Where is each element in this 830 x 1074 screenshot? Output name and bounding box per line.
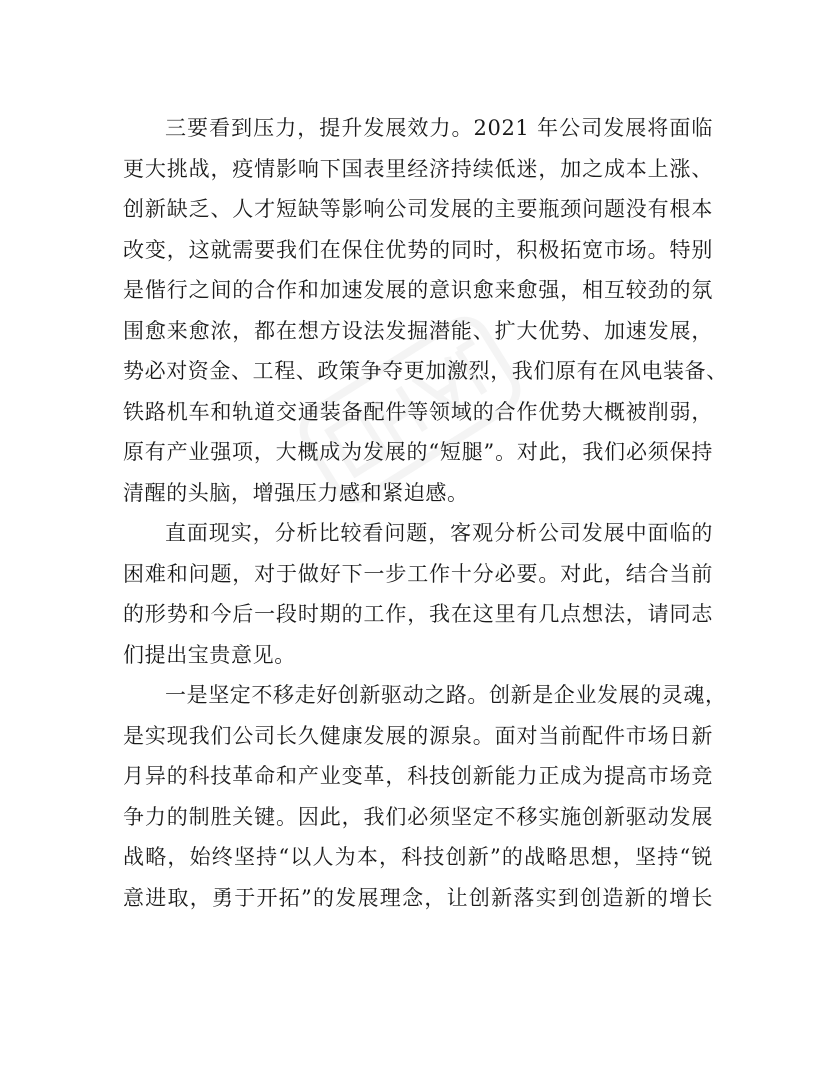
text-line: 争力的制胜关键。因此，我们必须坚定不移实施创新驱动发展 <box>123 804 713 829</box>
paragraph-pressure <box>123 108 728 513</box>
text-line: 原有产业强项，大概成为发展的“短腿”。对此，我们必须保持 <box>123 440 713 464</box>
text-line: 铁路机车和轨道交通装备配件等领域的合作优势大概被削弱， <box>123 399 713 424</box>
text-line: 困难和问题，对于做好下一步工作十分必要。对此，结合当前 <box>123 561 713 586</box>
text-line: 战略，始终坚持“以人为本，科技创新”的战略思想，坚持“锐 <box>123 845 713 869</box>
text-line: 围愈来愈浓，都在想方设法发掘潜能、扩大优势、加速发展， <box>123 318 713 343</box>
text-line: 是实现我们公司长久健康发展的源泉。面对当前配件市场日新 <box>123 723 713 748</box>
text-line: 们提出宝贵意见。 <box>123 642 296 667</box>
text-line: 意进取，勇于开拓”的发展理念，让创新落实到创造新的增长 <box>123 885 713 910</box>
paragraph-innovation <box>123 675 727 918</box>
text-line: 是偕行之间的合作和加速发展的意识愈来愈强，相互较劲的氛 <box>123 278 713 302</box>
text-line: 的形势和今后一段时期的工作，我在这里有几点想法，请同志 <box>123 602 713 626</box>
text-line: 月异的科技革命和产业变革，科技创新能力正成为提高市场竞 <box>123 764 713 788</box>
text-line: 创新缺乏、人才短缺等影响公司发展的主要瓶颈问题没有根本 <box>123 197 713 221</box>
text-line: 势必对资金、工程、政策争夺更加激烈，我们原有在风电装备、 <box>123 359 728 383</box>
text-line: 一是坚定不移走好创新驱动之路。创新是企业发展的灵魂， <box>165 683 727 707</box>
body-text <box>123 108 728 918</box>
paragraph-reality <box>123 513 713 675</box>
text-line: 清醒的头脑，增强压力感和紧迫感。 <box>123 480 469 505</box>
text-line: 三要看到压力，提升发展效力。2021 年公司发展将面临 <box>165 116 713 140</box>
text-line: 改变，这就需要我们在保住优势的同时，积极拓宽市场。特别 <box>123 237 713 262</box>
text-line: 直面现实，分析比较看问题，客观分析公司发展中面临的 <box>165 521 713 545</box>
text-line: 更大挑战，疫情影响下国表里经济持续低迷，加之成本上涨、 <box>123 156 713 181</box>
